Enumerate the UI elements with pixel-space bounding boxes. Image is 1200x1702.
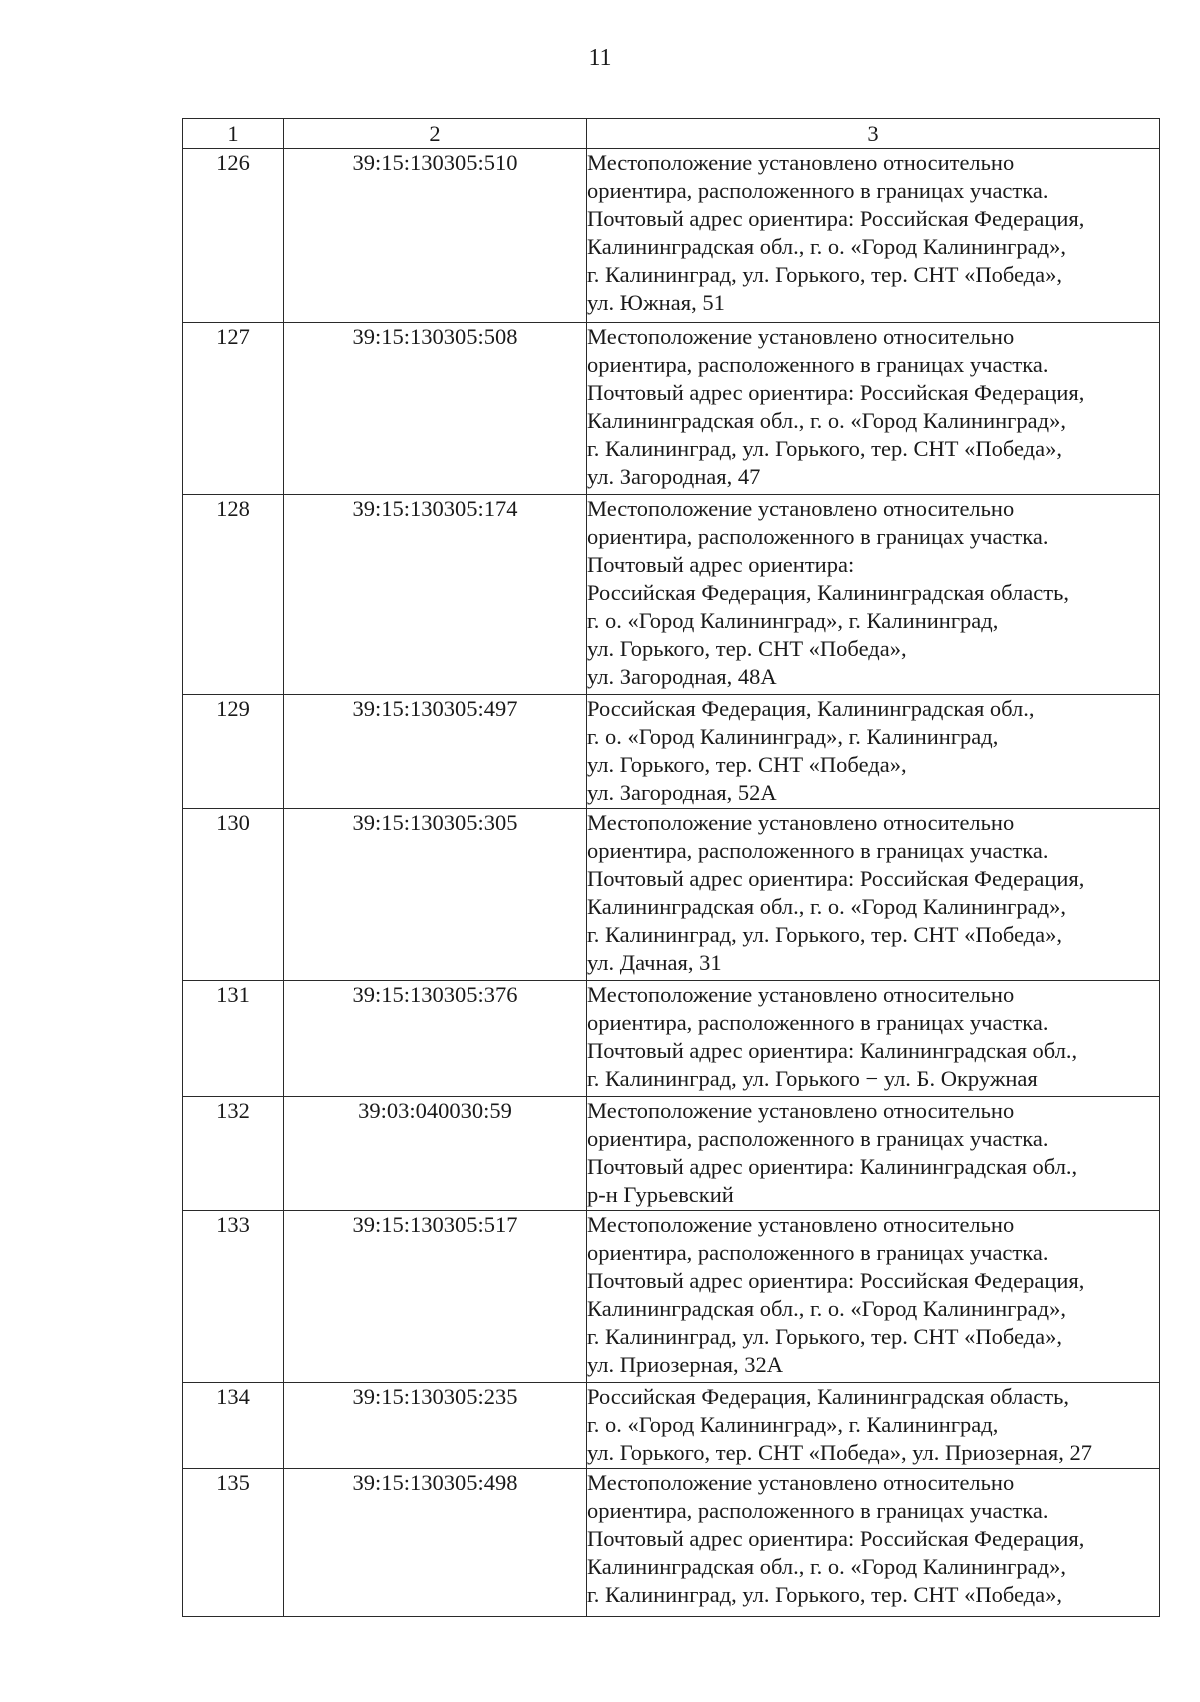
- row-number-cell: 135: [183, 1469, 284, 1617]
- address-line: ул. Дачная, 31: [587, 950, 722, 975]
- location-description-cell: [587, 1211, 1160, 1383]
- address-line: Местоположение установлено относительно: [587, 150, 1015, 175]
- cadastral-number-cell: 39:03:040030:59: [284, 1097, 587, 1211]
- address-line: ориентира, расположенного в границах участка.: [587, 1240, 1049, 1265]
- cadastral-number-cell: 39:15:130305:517: [284, 1211, 587, 1383]
- address-line: Калининградская обл., г. о. «Город Калининград»,: [587, 408, 1066, 433]
- address-line: Почтовый адрес ориентира:: [587, 552, 855, 577]
- address-line: г. о. «Город Калининград», г. Калининград,: [587, 608, 999, 633]
- address-line: Почтовый адрес ориентира: Российская Федерация,: [587, 206, 1085, 231]
- row-number-cell: 128: [183, 495, 284, 695]
- location-description-cell: [587, 809, 1160, 981]
- address-line: Российская Федерация, Калининградская обл.,: [587, 696, 1035, 721]
- cadastral-number-cell: 39:15:130305:305: [284, 809, 587, 981]
- location-description-cell: [587, 695, 1160, 809]
- address-line: Калининградская обл., г. о. «Город Калининград»,: [587, 894, 1066, 919]
- address-line: ориентира, расположенного в границах участка.: [587, 1126, 1049, 1151]
- address-line: Местоположение установлено относительно: [587, 1470, 1015, 1495]
- address-line: Российская Федерация, Калининградская область,: [587, 1384, 1069, 1409]
- address-line: г. Калининград, ул. Горького, тер. СНТ «Победа»,: [587, 922, 1062, 947]
- table-row: [183, 695, 1160, 809]
- table-row: [183, 149, 1160, 323]
- address-line: г. Калининград, ул. Горького, тер. СНТ «Победа»,: [587, 262, 1062, 287]
- address-line: Калининградская обл., г. о. «Город Калининград»,: [587, 1554, 1066, 1579]
- column-header-1: 1: [183, 119, 284, 149]
- address-line: ориентира, расположенного в границах участка.: [587, 178, 1049, 203]
- row-number-cell: 130: [183, 809, 284, 981]
- address-line: ул. Загородная, 52А: [587, 780, 777, 805]
- table-header-row: [183, 119, 1160, 149]
- table-body: [183, 149, 1160, 1617]
- address-line: Местоположение установлено относительно: [587, 496, 1015, 521]
- location-description-cell: [587, 495, 1160, 695]
- cadastral-number-cell: 39:15:130305:510: [284, 149, 587, 323]
- address-line: Почтовый адрес ориентира: Российская Федерация,: [587, 1526, 1085, 1551]
- row-number-cell: 126: [183, 149, 284, 323]
- column-header-2: 2: [284, 119, 587, 149]
- address-line: Почтовый адрес ориентира: Российская Федерация,: [587, 380, 1085, 405]
- address-line: Почтовый адрес ориентира: Калининградская обл.,: [587, 1154, 1078, 1179]
- location-description-cell: [587, 149, 1160, 323]
- address-line: ул. Приозерная, 32А: [587, 1352, 784, 1377]
- row-number-cell: 134: [183, 1383, 284, 1469]
- address-line: ориентира, расположенного в границах участка.: [587, 1010, 1049, 1035]
- address-line: Местоположение установлено относительно: [587, 324, 1015, 349]
- location-description-cell: [587, 1383, 1160, 1469]
- address-line: г. Калининград, ул. Горького, тер. СНТ «Победа»,: [587, 436, 1062, 461]
- column-header-3: 3: [587, 119, 1160, 149]
- table-row: [183, 809, 1160, 981]
- cadastral-number-cell: 39:15:130305:508: [284, 323, 587, 495]
- address-line: р-н Гурьевский: [587, 1182, 734, 1207]
- cadastral-number-cell: 39:15:130305:376: [284, 981, 587, 1097]
- cadastral-number-cell: 39:15:130305:498: [284, 1469, 587, 1617]
- address-line: ул. Загородная, 47: [587, 464, 761, 489]
- address-line: ориентира, расположенного в границах участка.: [587, 352, 1049, 377]
- address-line: Почтовый адрес ориентира: Российская Федерация,: [587, 1268, 1085, 1293]
- address-line: Почтовый адрес ориентира: Российская Федерация,: [587, 866, 1085, 891]
- location-description-cell: [587, 1097, 1160, 1211]
- address-line: Местоположение установлено относительно: [587, 1098, 1015, 1123]
- land-plot-table: [182, 118, 1160, 1617]
- address-line: Калининградская обл., г. о. «Город Калининград»,: [587, 234, 1066, 259]
- table-row: [183, 981, 1160, 1097]
- address-line: ул. Южная, 51: [587, 290, 725, 315]
- row-number-cell: 133: [183, 1211, 284, 1383]
- cadastral-number-cell: 39:15:130305:497: [284, 695, 587, 809]
- location-description-cell: [587, 323, 1160, 495]
- table-row: [183, 495, 1160, 695]
- row-number-cell: 129: [183, 695, 284, 809]
- location-description-cell: [587, 1469, 1160, 1617]
- address-line: ориентира, расположенного в границах участка.: [587, 524, 1049, 549]
- cadastral-number-cell: 39:15:130305:174: [284, 495, 587, 695]
- page-number: 11: [588, 45, 612, 71]
- table-row: [183, 1469, 1160, 1617]
- address-line: г. Калининград, ул. Горького − ул. Б. Окружная: [587, 1066, 1038, 1091]
- address-line: г. о. «Город Калининград», г. Калининград,: [587, 1412, 999, 1437]
- address-line: ул. Горького, тер. СНТ «Победа»,: [587, 752, 907, 777]
- address-line: ориентира, расположенного в границах участка.: [587, 838, 1049, 863]
- address-line: ул. Загородная, 48А: [587, 664, 777, 689]
- address-line: ориентира, расположенного в границах участка.: [587, 1498, 1049, 1523]
- cadastral-number-cell: 39:15:130305:235: [284, 1383, 587, 1469]
- address-line: г. Калининград, ул. Горького, тер. СНТ «Победа»,: [587, 1582, 1062, 1607]
- address-line: Местоположение установлено относительно: [587, 810, 1015, 835]
- address-line: Местоположение установлено относительно: [587, 982, 1015, 1007]
- table-row: [183, 1211, 1160, 1383]
- row-number-cell: 131: [183, 981, 284, 1097]
- address-line: г. о. «Город Калининград», г. Калининград,: [587, 724, 999, 749]
- address-line: Почтовый адрес ориентира: Калининградская обл.,: [587, 1038, 1078, 1063]
- address-line: Местоположение установлено относительно: [587, 1212, 1015, 1237]
- address-line: ул. Горького, тер. СНТ «Победа», ул. Приозерная, 27: [587, 1440, 1092, 1465]
- address-line: Российская Федерация, Калининградская область,: [587, 580, 1069, 605]
- address-line: Калининградская обл., г. о. «Город Калининград»,: [587, 1296, 1066, 1321]
- address-line: г. Калининград, ул. Горького, тер. СНТ «Победа»,: [587, 1324, 1062, 1349]
- row-number-cell: 132: [183, 1097, 284, 1211]
- table-row: [183, 323, 1160, 495]
- address-line: ул. Горького, тер. СНТ «Победа»,: [587, 636, 907, 661]
- table-row: [183, 1097, 1160, 1211]
- location-description-cell: [587, 981, 1160, 1097]
- row-number-cell: 127: [183, 323, 284, 495]
- table-row: [183, 1383, 1160, 1469]
